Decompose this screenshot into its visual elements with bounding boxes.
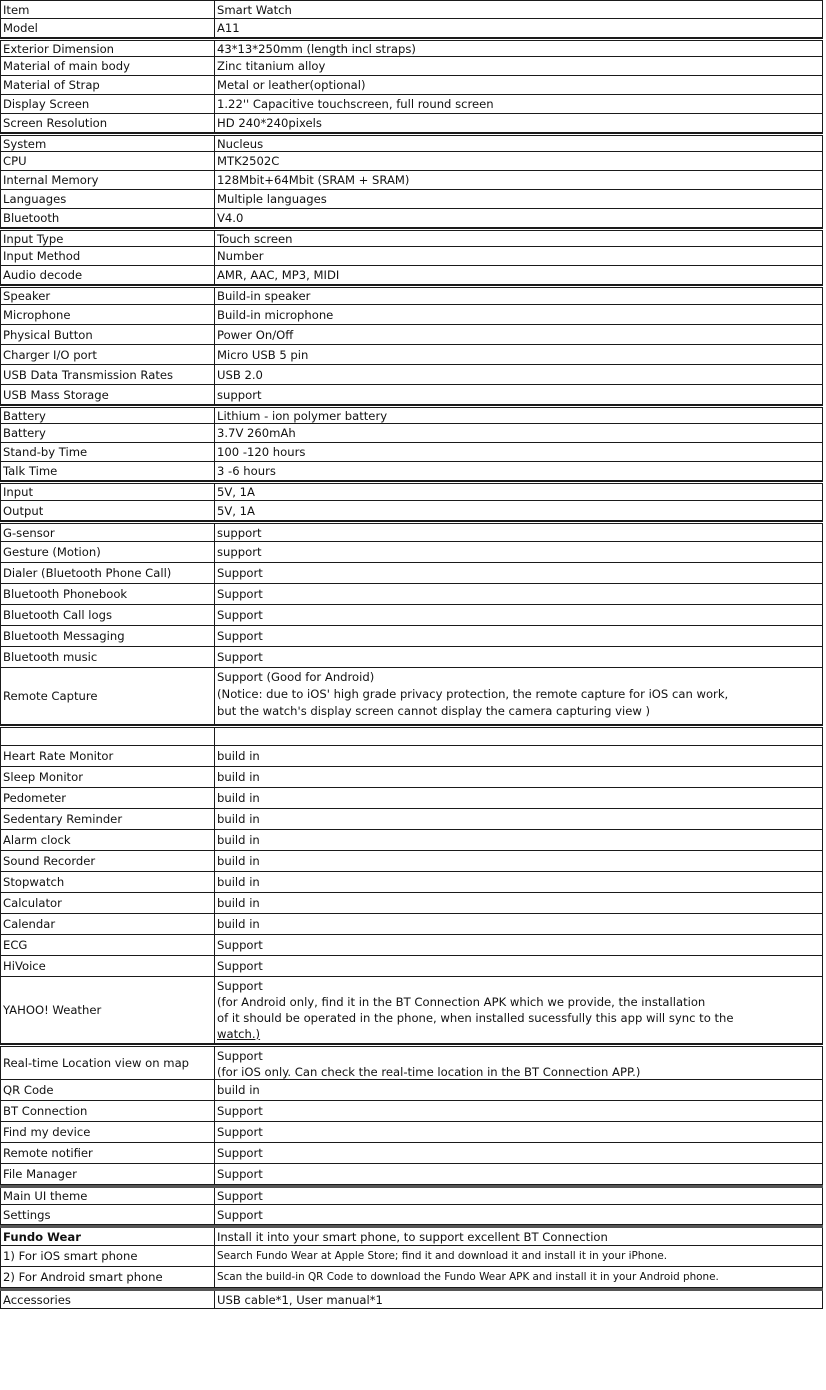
spec-label: Output: [0, 501, 215, 520]
spec-row-location: [0, 1044, 823, 1080]
spec-value: Multiple languages: [215, 190, 823, 208]
spec-value-line: Support: [217, 979, 263, 993]
spec-row-fundo: [0, 1267, 823, 1288]
spec-value: build in: [215, 893, 823, 913]
spec-row: [0, 325, 823, 345]
spec-label: Model: [0, 19, 215, 37]
spec-label: Calendar: [0, 914, 215, 934]
spec-row: [0, 190, 823, 209]
spec-value: HD 240*240pixels: [215, 114, 823, 132]
spec-label: Real-time Location view on map: [0, 1047, 215, 1079]
spec-value: MTK2502C: [215, 152, 823, 170]
spec-label: Internal Memory: [0, 171, 215, 189]
spec-value: Support: [215, 563, 823, 583]
spec-value: Build-in microphone: [215, 305, 823, 324]
spec-label: [0, 728, 215, 745]
spec-label: Physical Button: [0, 325, 215, 344]
spec-row: [0, 57, 823, 76]
spec-label: YAHOO! Weather: [0, 977, 215, 1043]
spec-row: [0, 462, 823, 481]
spec-label: Pedometer: [0, 788, 215, 808]
spec-value-line: (for iOS only. Can check the real-time location in the BT Connection APP.): [217, 1065, 641, 1079]
spec-value: build in: [215, 746, 823, 766]
spec-label: Sleep Monitor: [0, 767, 215, 787]
spec-value: Nucleus: [215, 136, 823, 151]
spec-row-accessories: [0, 1288, 823, 1309]
spec-row-feature: [0, 956, 823, 977]
spec-row-blank: [0, 725, 823, 746]
spec-value: Smart Watch: [215, 1, 823, 18]
spec-label: Charger I/O port: [0, 345, 215, 364]
spec-label: Battery: [0, 408, 215, 423]
spec-label: Bluetooth: [0, 209, 215, 227]
spec-row-feature: [0, 914, 823, 935]
spec-row: [0, 481, 823, 501]
spec-value: Support: [215, 647, 823, 667]
spec-label: Audio decode: [0, 266, 215, 284]
spec-value: support: [215, 385, 823, 404]
spec-value: Scan the build-in QR Code to download the Fundo Wear APK and install it in your Android phone.: [215, 1267, 823, 1287]
spec-row: [0, 0, 823, 19]
spec-row: [0, 542, 823, 563]
spec-label: Heart Rate Monitor: [0, 746, 215, 766]
spec-row: [0, 501, 823, 521]
spec-row: [0, 584, 823, 605]
spec-value: Support: [215, 1188, 823, 1204]
spec-value: Support: [215, 1205, 823, 1224]
spec-row-feature: [0, 872, 823, 893]
spec-row-feature: [0, 767, 823, 788]
spec-label: File Manager: [0, 1164, 215, 1184]
spec-value-line: (for Android only, find it in the BT Connection APK which we provide, the installation: [217, 995, 706, 1009]
spec-row-fundo: [0, 1246, 823, 1267]
spec-value: build in: [215, 830, 823, 850]
spec-value: [215, 668, 823, 724]
spec-value: build in: [215, 767, 823, 787]
spec-row-app: [0, 1122, 823, 1143]
spec-value-line: of it should be operated in the phone, when installed sucessfully this app will sync to the: [217, 1011, 734, 1025]
spec-label: Sound Recorder: [0, 851, 215, 871]
spec-row-feature: [0, 809, 823, 830]
spec-value: Zinc titanium alloy: [215, 57, 823, 75]
spec-row: [0, 605, 823, 626]
spec-value-line: (Notice: due to iOS' high grade privacy protection, the remote capture for iOS can work,: [217, 687, 729, 701]
spec-value: [215, 977, 823, 1043]
spec-row-feature: [0, 935, 823, 956]
spec-label: Dialer (Bluetooth Phone Call): [0, 563, 215, 583]
spec-row-app: [0, 1143, 823, 1164]
spec-value: 5V, 1A: [215, 484, 823, 500]
spec-label: QR Code: [0, 1080, 215, 1100]
spec-value: Support: [215, 1122, 823, 1142]
spec-label: Main UI theme: [0, 1188, 215, 1204]
spec-value: Number: [215, 247, 823, 265]
spec-label: CPU: [0, 152, 215, 170]
spec-value: Metal or leather(optional): [215, 76, 823, 94]
spec-row: [0, 424, 823, 443]
spec-label: Talk Time: [0, 462, 215, 480]
spec-row-remote-capture: [0, 668, 823, 725]
spec-label: Microphone: [0, 305, 215, 324]
spec-value: Support: [215, 1143, 823, 1163]
spec-label: Fundo Wear: [0, 1228, 215, 1245]
spec-value: 1.22'' Capacitive touchscreen, full round screen: [215, 95, 823, 113]
spec-value: Support: [215, 935, 823, 955]
spec-label: 2) For Android smart phone: [0, 1267, 215, 1287]
spec-label: Bluetooth Call logs: [0, 605, 215, 625]
spec-label: ECG: [0, 935, 215, 955]
spec-row: [0, 228, 823, 247]
spec-row: [0, 345, 823, 365]
spec-value-line: but the watch's display screen cannot display the camera capturing view ): [217, 704, 651, 718]
spec-label: Remote notifier: [0, 1143, 215, 1163]
spec-row: [0, 443, 823, 462]
spec-row: [0, 266, 823, 285]
spec-value: build in: [215, 788, 823, 808]
spec-row-feature: [0, 788, 823, 809]
spec-row: [0, 152, 823, 171]
spec-label: Find my device: [0, 1122, 215, 1142]
spec-value: build in: [215, 872, 823, 892]
spec-label: Stopwatch: [0, 872, 215, 892]
spec-label: Input Type: [0, 231, 215, 246]
spec-label: Speaker: [0, 288, 215, 304]
spec-row: [0, 114, 823, 133]
spec-row: [0, 133, 823, 152]
spec-value: Support: [215, 1101, 823, 1121]
spec-value: 3.7V 260mAh: [215, 424, 823, 442]
spec-row: [0, 405, 823, 424]
spec-label: USB Data Transmission Rates: [0, 365, 215, 384]
spec-value: Lithium - ion polymer battery: [215, 408, 823, 423]
spec-label: Bluetooth Phonebook: [0, 584, 215, 604]
spec-row-app: [0, 1101, 823, 1122]
spec-value-line: Support: [217, 1049, 263, 1063]
spec-value: USB 2.0: [215, 365, 823, 384]
spec-value-line: watch.): [217, 1027, 261, 1041]
spec-label: Languages: [0, 190, 215, 208]
spec-label: Calculator: [0, 893, 215, 913]
spec-row: [0, 647, 823, 668]
spec-value: Micro USB 5 pin: [215, 345, 823, 364]
spec-label: Material of main body: [0, 57, 215, 75]
spec-label: Sedentary Reminder: [0, 809, 215, 829]
spec-value: 43*13*250mm (length incl straps): [215, 41, 823, 56]
spec-value: build in: [215, 809, 823, 829]
spec-label: Input Method: [0, 247, 215, 265]
spec-value: build in: [215, 851, 823, 871]
spec-value: Install it into your smart phone, to support excellent BT Connection: [215, 1228, 823, 1245]
spec-label: Display Screen: [0, 95, 215, 113]
spec-value: [215, 1047, 823, 1079]
spec-value: Support: [215, 1164, 823, 1184]
spec-value-line: Support (Good for Android): [217, 670, 375, 684]
spec-label: Bluetooth music: [0, 647, 215, 667]
spec-row: [0, 38, 823, 57]
spec-value: 128Mbit+64Mbit (SRAM + SRAM): [215, 171, 823, 189]
spec-value: Power On/Off: [215, 325, 823, 344]
spec-value: support: [215, 542, 823, 562]
spec-row: [0, 365, 823, 385]
spec-value: build in: [215, 1080, 823, 1100]
spec-value: Support: [215, 605, 823, 625]
spec-row: [0, 95, 823, 114]
spec-label: Battery: [0, 424, 215, 442]
spec-value: Support: [215, 956, 823, 976]
spec-row-feature: [0, 746, 823, 767]
spec-label: G-sensor: [0, 524, 215, 541]
spec-row: [0, 285, 823, 305]
spec-label: Settings: [0, 1205, 215, 1224]
spec-value: [215, 728, 823, 745]
spec-label: Gesture (Motion): [0, 542, 215, 562]
spec-label: HiVoice: [0, 956, 215, 976]
spec-row-yahoo-weather: [0, 977, 823, 1044]
spec-value: support: [215, 524, 823, 541]
spec-label: Accessories: [0, 1291, 215, 1308]
spec-row-app: [0, 1080, 823, 1101]
spec-value: A11: [215, 19, 823, 37]
spec-label: Screen Resolution: [0, 114, 215, 132]
spec-label: 1) For iOS smart phone: [0, 1246, 215, 1266]
spec-value: Build-in speaker: [215, 288, 823, 304]
spec-row: [0, 521, 823, 542]
spec-value: Support: [215, 584, 823, 604]
spec-label: Exterior Dimension: [0, 41, 215, 56]
spec-label: BT Connection: [0, 1101, 215, 1121]
spec-value: 3 -6 hours: [215, 462, 823, 480]
spec-row: [0, 76, 823, 95]
spec-value: build in: [215, 914, 823, 934]
spec-row: [0, 385, 823, 405]
spec-label: Bluetooth Messaging: [0, 626, 215, 646]
spec-label: System: [0, 136, 215, 151]
spec-row-feature: [0, 830, 823, 851]
spec-row-ui: [0, 1205, 823, 1225]
spec-row-feature: [0, 893, 823, 914]
spec-row: [0, 247, 823, 266]
spec-row: [0, 626, 823, 647]
spec-row: [0, 171, 823, 190]
spec-value: Support: [215, 626, 823, 646]
spec-row-fundo: [0, 1225, 823, 1246]
spec-row: [0, 305, 823, 325]
spec-label: Remote Capture: [0, 668, 215, 724]
spec-label: Alarm clock: [0, 830, 215, 850]
spec-row: [0, 209, 823, 228]
spec-value: 100 -120 hours: [215, 443, 823, 461]
spec-label: Item: [0, 1, 215, 18]
spec-value: USB cable*1, User manual*1: [215, 1291, 823, 1308]
spec-value: Search Fundo Wear at Apple Store; find it and download it and install it in your iPhone.: [215, 1246, 823, 1266]
spec-row: [0, 19, 823, 38]
spec-row-ui: [0, 1185, 823, 1205]
spec-label: USB Mass Storage: [0, 385, 215, 404]
spec-label: Material of Strap: [0, 76, 215, 94]
spec-row-app: [0, 1164, 823, 1185]
spec-label: Stand-by Time: [0, 443, 215, 461]
spec-label: Input: [0, 484, 215, 500]
spec-value: V4.0: [215, 209, 823, 227]
spec-row: [0, 563, 823, 584]
spec-value: 5V, 1A: [215, 501, 823, 520]
spec-row-feature: [0, 851, 823, 872]
spec-value: AMR, AAC, MP3, MIDI: [215, 266, 823, 284]
spec-value: Touch screen: [215, 231, 823, 246]
